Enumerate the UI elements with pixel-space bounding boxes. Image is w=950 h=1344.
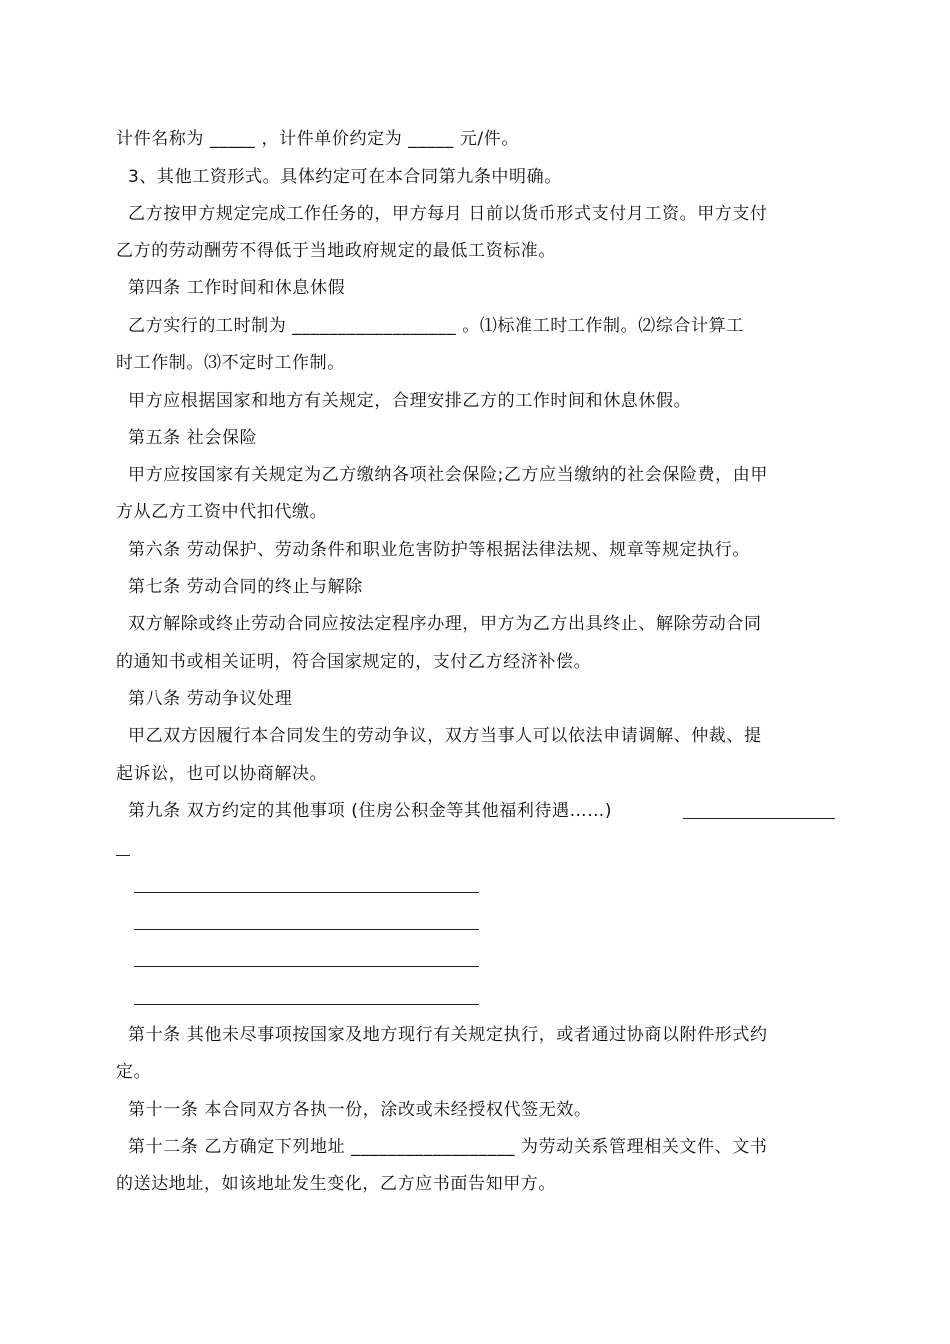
text-line: 方从乙方工资中代扣代缴。	[116, 502, 328, 522]
section-heading: 第九条 双方约定的其他事项 (住房公积金等其他福利待遇……)	[116, 801, 613, 821]
fill-in-line	[134, 1004, 479, 1005]
text-line: 的送达地址，如该地址发生变化，乙方应书面告知甲方。	[116, 1174, 556, 1194]
text-line: 甲方应按国家有关规定为乙方缴纳各项社会保险;乙方应当缴纳的社会保险费，由甲	[116, 465, 768, 485]
text-line: 甲乙双方因履行本合同发生的劳动争议，双方当事人可以依法申请调解、仲裁、提	[116, 726, 762, 746]
section-heading: 第十条 其他未尽事项按国家及地方现行有关规定执行，或者通过协商以附件形式约	[116, 1025, 768, 1045]
fill-in-line	[683, 818, 835, 819]
section-heading: 第八条 劳动争议处理	[116, 689, 293, 709]
fill-in-line	[134, 892, 479, 893]
text-line: 乙方实行的工时制为 __________________ 。⑴标准工时工作制。⑵综合计算工	[116, 316, 744, 336]
section-heading: 第七条 劳动合同的终止与解除	[116, 577, 363, 597]
section-heading: 第六条 劳动保护、劳动条件和职业危害防护等根据法律法规、规章等规定执行。	[116, 540, 751, 560]
section-heading: 第五条 社会保险	[116, 428, 258, 448]
fill-in-line	[134, 929, 479, 930]
text-line: 时工作制。⑶不定时工作制。	[116, 353, 345, 373]
fill-in-line	[116, 855, 130, 856]
section-heading: 第十一条 本合同双方各执一份，涂改或未经授权代签无效。	[116, 1100, 592, 1120]
section-heading: 第四条 工作时间和休息休假	[116, 278, 346, 298]
text-line: 定。	[116, 1062, 152, 1082]
text-line: 乙方按甲方规定完成工作任务的，甲方每月 日前以货币形式支付月工资。甲方支付	[116, 204, 768, 224]
text-line: 的通知书或相关证明，符合国家规定的，支付乙方经济补偿。	[116, 652, 592, 672]
fill-in-line	[134, 966, 479, 967]
text-line: 起诉讼，也可以协商解决。	[116, 764, 328, 784]
text-line: 计件名称为 _____ ，计件单价约定为 _____ 元/件。	[116, 129, 519, 149]
text-line: 双方解除或终止劳动合同应按法定程序办理，甲方为乙方出具终止、解除劳动合同	[116, 614, 762, 634]
text-line: 甲方应根据国家和地方有关规定，合理安排乙方的工作时间和休息休假。	[116, 391, 692, 411]
text-line: 3、其他工资形式。具体约定可在本合同第九条中明确。	[116, 167, 562, 187]
section-heading: 第十二条 乙方确定下列地址 __________________ 为劳动关系管理相关文件、文书	[116, 1137, 768, 1157]
text-line: 乙方的劳动酬劳不得低于当地政府规定的最低工资标准。	[116, 241, 556, 261]
